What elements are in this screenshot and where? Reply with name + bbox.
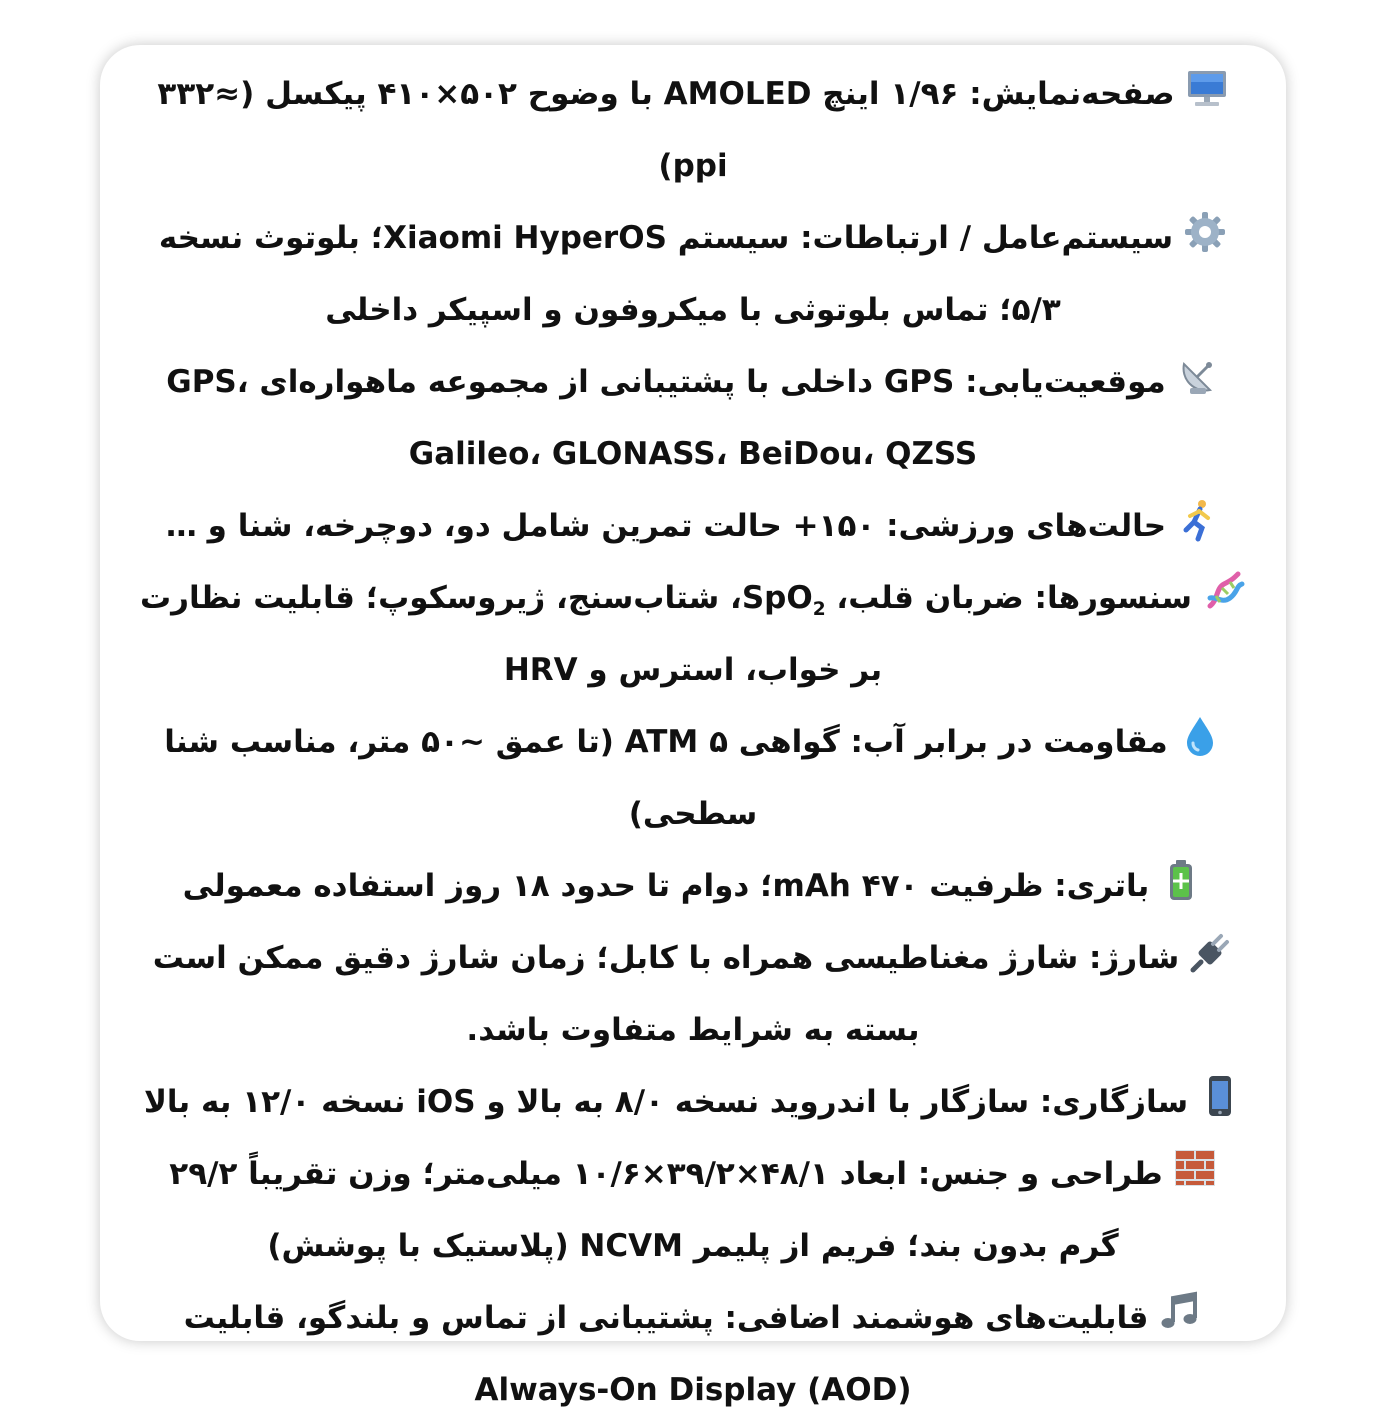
musical-note-icon [1158,1290,1202,1334]
dna-icon [1202,570,1246,614]
spec-positioning: موقعیت‌یابی: GPS داخلی با پشتیبانی از مجموعه ماهواره‌ای GPS، Galileo، GLONASS، BeiDou، QZSS [136,346,1250,490]
electric-plug-icon [1189,930,1233,974]
running-person-icon [1176,498,1220,542]
desktop-computer-icon [1185,66,1229,110]
spec-design-material: طراحی و جنس: ابعاد ۴۸/۱×۳۹/۲×۱۰/۶ میلی‌متر؛ وزن تقریباً ۲۹/۲ گرم بدون بند؛ فریم از پلیمر NCVM (پلاستیک با پوشش) [136,1138,1250,1282]
water-droplet-icon [1178,714,1222,758]
spec-sport-modes: حالت‌های ورزشی: ۱۵۰+ حالت تمرین شامل دو، دوچرخه، شنا و … [136,490,1250,562]
gear-icon [1183,210,1227,254]
battery-icon [1159,858,1203,902]
spec-sensors: سنسورها: ضربان قلب، SpO$_2$، شتاب‌سنج، ژیروسکوپ؛ قابلیت نظارت بر خواب، استرس و HRV [136,562,1250,706]
spec-smart-features: قابلیت‌های هوشمند اضافی: پشتیبانی از تماس و بلندگو، قابلیت Always-On Display (AOD) [136,1282,1250,1426]
spec-display: صفحه‌نمایش: ۱/۹۶ اینچ AMOLED با وضوح ۵۰۲×۴۱۰ پیکسل (≈۳۳۲ ppi) [136,58,1250,202]
spec-card [100,45,1286,1408]
spec-battery: باتری: ظرفیت ۴۷۰ mAh؛ دوام تا حدود ۱۸ روز استفاده معمولی [136,850,1250,922]
spec-charging: شارژ: شارژ مغناطیسی همراه با کابل؛ زمان شارژ دقیق ممکن است بسته به شرایط متفاوت باشد. [136,922,1250,1066]
brick-icon [1173,1146,1217,1190]
spec-compatibility: سازگاری: سازگار با اندروید نسخه ۸/۰ به بالا و iOS نسخه ۱۲/۰ به بالا [136,1066,1250,1138]
spec-water-resistance: مقاومت در برابر آب: گواهی ۵ ATM (تا عمق ~۵۰ متر، مناسب شنا سطحی) [136,706,1250,850]
satellite-antenna-icon [1176,354,1220,398]
mobile-phone-icon [1198,1074,1242,1118]
spec-os-connectivity: سیستم‌عامل / ارتباطات: سیستم Xiaomi HyperOS؛ بلوتوث نسخه ۵/۳؛ تماس بلوتوثی با میکروفون و اسپیکر داخلی [136,202,1250,346]
